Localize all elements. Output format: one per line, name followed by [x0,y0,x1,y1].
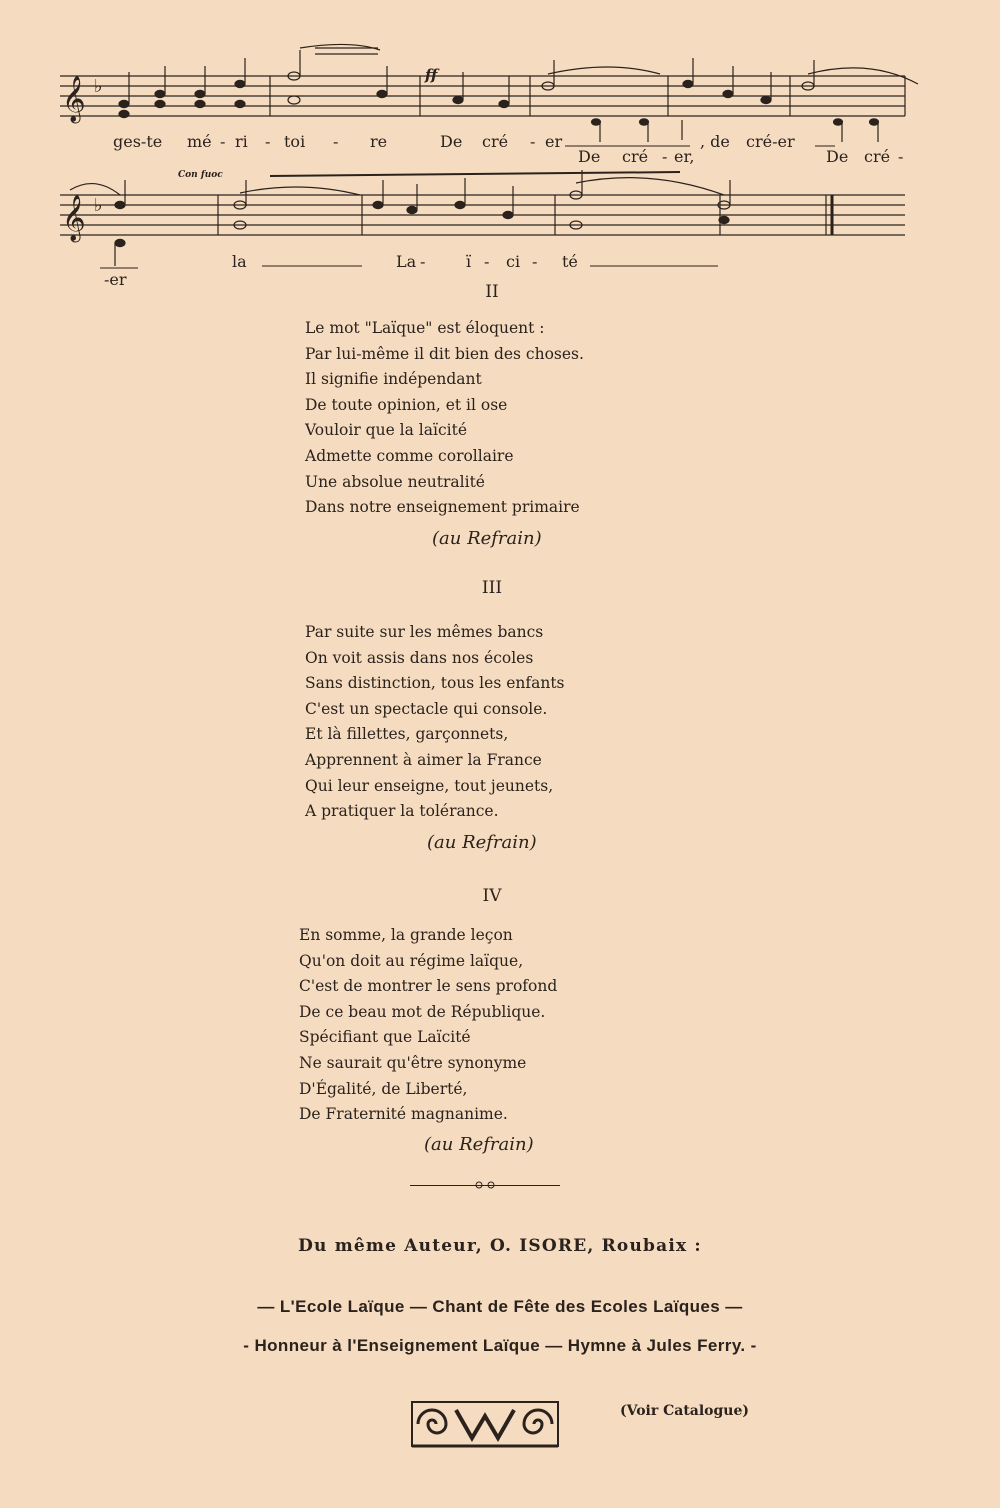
lyric-syllable: re [370,132,388,151]
treble-clef-icon: 𝄞 [62,76,86,122]
verse-line: Qui leur enseigne, tout jeunets, [305,776,554,795]
refrain-note: (au Refrain) [432,528,542,549]
verse-line: Le mot "Laïque" est éloquent : [305,319,545,337]
lyric-syllable: cré [864,147,891,166]
lyric-syllable: er, [674,147,695,166]
lyric-syllable: ï [466,252,472,271]
lyric-syllable: - [420,252,426,271]
printers-ornament-icon [410,1398,560,1450]
lyric-syllable: De [440,132,463,151]
stanza-2 [305,316,584,521]
staff-2 [60,195,905,235]
verse-line: On voit assis dans nos écoles [305,648,534,667]
refrain-note: (au Refrain) [424,1134,534,1155]
verse-line: En somme, la grande leçon [299,926,513,944]
works-list-line-1: — L'Ecole Laïque — Chant de Fête des Ecoles Laïques — [257,1297,743,1316]
lyric-syllable: - [265,132,271,151]
verse-line: De toute opinion, et il ose [305,395,508,414]
lyric-syllable: toi [284,132,306,151]
lyric-syllable: ri [235,132,248,151]
lyric-syllable: De [826,147,849,166]
flat-sign-icon: ♭ [94,76,103,97]
verse-line: Ne saurait qu'être synonyme [299,1053,527,1072]
verse-line: C'est de montrer le sens profond [299,977,558,996]
lyric-syllable: - [662,147,668,166]
lyric-syllable: - [333,132,339,151]
lyric-syllable: té [562,252,578,271]
verse-line: Et là fillettes, garçonnets, [305,725,509,744]
verse-line: Une absolue neutralité [305,472,485,491]
verse-line: Dans notre enseignement primaire [305,498,580,517]
verse-number: III [481,578,503,598]
verse-line: Par suite sur les mêmes bancs [305,623,544,641]
notes-system-1 [119,44,918,142]
treble-clef-icon: 𝄞 [62,195,86,241]
lyric-syllable: er [545,132,563,151]
lyric-syllable: cré-er [746,132,795,151]
stanza-3 [305,620,565,825]
lyric-syllable: De [578,147,601,166]
verse-line: Apprennent à aimer la France [305,750,542,769]
lyric-syllable: - [532,252,538,271]
lyric-syllable: - [484,252,490,271]
dynamic-mark: ff [425,66,438,84]
lyric-extenders [100,146,835,268]
verse-line: Par lui-même il dit bien des choses. [305,344,584,363]
verse-line: C'est un spectacle qui console. [305,699,548,718]
lyric-syllable: - [220,132,226,151]
stanza-4 [299,923,557,1128]
catalogue-note: (Voir Catalogue) [620,1403,750,1419]
verse-line: Sans distinction, tous les enfants [305,674,565,693]
verse-line: D'Égalité, de Liberté, [299,1079,468,1098]
lyric-syllable: mé [187,132,212,151]
tempo-mark: Con fuoc [178,170,223,180]
lyric-syllable: ci [506,252,521,271]
verse-line: De Fraternité magnanime. [299,1105,508,1124]
verse-line: De ce beau mot de République. [299,1002,546,1021]
lyric-syllable: cré [622,147,649,166]
lyric-syllable: la [232,252,247,271]
verse-line: Admette comme corollaire [305,446,514,465]
lyric-syllable: La [396,252,417,271]
lyric-syllable: ges-te [113,132,163,151]
verse-line: Qu'on doit au régime laïque, [299,951,524,970]
lyric-syllable: - [530,132,536,151]
flat-sign-icon: ♭ [94,195,103,216]
lyric-syllable: , de [700,132,730,151]
verse-line: Spécifiant que Laïcité [299,1028,471,1047]
lyric-syllable: cré [482,132,509,151]
lyric-syllable: -er [104,270,127,289]
verse-line: A pratiquer la tolérance. [305,802,499,821]
refrain-note: (au Refrain) [427,832,537,853]
works-list-line-2: - Honneur à l'Enseignement Laïque — Hymne à Jules Ferry. - [243,1336,757,1355]
verse-line: Il signifie indépendant [305,370,482,389]
lyric-syllable: - [898,147,904,166]
divider-ornament-icon [466,1180,506,1192]
verse-number: II [485,282,499,302]
author-line: Du même Auteur, O. ISORE, Roubaix : [298,1236,702,1256]
staff-1 [60,76,905,116]
verse-number: IV [482,886,502,906]
verse-line: Vouloir que la laïcité [305,421,467,440]
